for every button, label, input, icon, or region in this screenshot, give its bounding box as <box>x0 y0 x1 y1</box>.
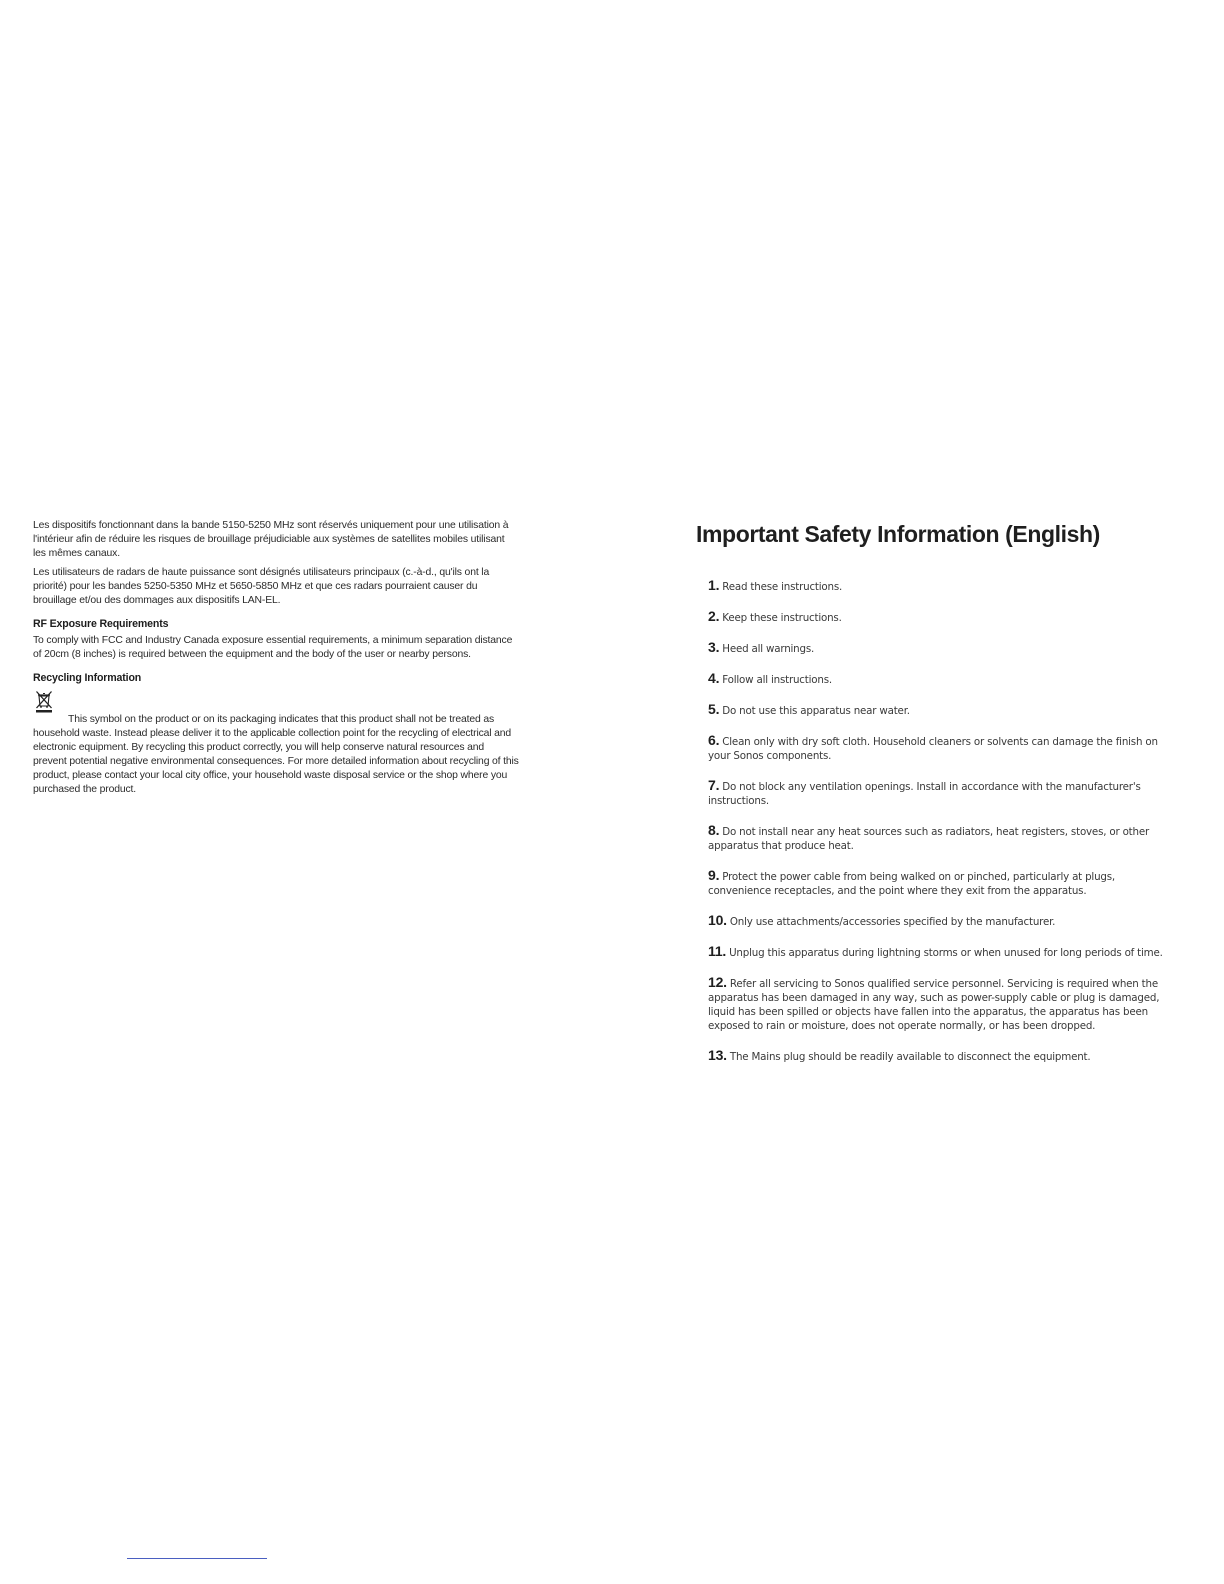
list-item <box>708 578 1176 594</box>
item-text: Follow all instructions. <box>722 674 832 686</box>
item-number: 11. <box>708 943 727 959</box>
list-item <box>708 702 1176 718</box>
item-number: 5. <box>708 701 720 717</box>
item-number: 7. <box>708 777 720 793</box>
safety-title: Important Safety Information (English) <box>696 521 1100 547</box>
list-item <box>708 609 1176 625</box>
item-text: Clean only with dry soft cloth. Household cleaners or solvents can damage the finish on your Sonos components. <box>708 736 1158 762</box>
item-number: 3. <box>708 639 720 655</box>
crossed-out-wheelie-bin-icon <box>34 689 54 713</box>
item-text: Protect the power cable from being walked on or pinched, particularly at plugs, convenience receptacles, and the point where they exit from the apparatus. <box>708 871 1115 897</box>
list-item <box>708 913 1176 929</box>
list-item <box>708 944 1176 960</box>
item-number: 10. <box>708 912 727 928</box>
item-number: 9. <box>708 867 720 883</box>
item-number: 4. <box>708 670 720 686</box>
rf-exposure-heading: RF Exposure Requirements <box>33 618 169 630</box>
french-radar-paragraph: Les utilisateurs de radars de haute puissance sont désignés utilisateurs principaux (c.-à-d., qu'ils ont la priorité) pour les bandes 5250-5350 MHz et 5650-5850 MHz et que ces radars pourraient causer du brouillage et/ou des dommages aux dispositifs LAN-EL. <box>33 567 490 606</box>
left-column <box>33 519 519 802</box>
item-text: Only use attachments/accessories specified by the manufacturer. <box>729 916 1056 928</box>
item-text: The Mains plug should be readily available to disconnect the equipment. <box>729 1051 1091 1063</box>
item-text: Do not install near any heat sources such as radiators, heat registers, stoves, or other apparatus that produce heat. <box>708 826 1150 852</box>
safety-list <box>696 578 1176 1064</box>
item-number: 2. <box>708 608 720 624</box>
item-text: Refer all servicing to Sonos qualified service personnel. Servicing is required when the apparatus has been damaged in any way, such as power-supply cable or plug is damaged, liquid has been spilled or objects have fallen into the apparatus, the apparatus has been exposed to rain or moisture, does not operate normally, or has been dropped. <box>708 978 1160 1032</box>
item-text: Keep these instructions. <box>722 612 842 624</box>
footer-rule <box>127 1558 267 1559</box>
item-text: Unplug this apparatus during lightning storms or when unused for long periods of time. <box>729 947 1163 959</box>
recycling-text: This symbol on the product or on its packaging indicates that this product shall not be treated as household waste. Instead please deliver it to the applicable collection point for the recycling of electrical and electronic equipment. By recycling this product correctly, you will help conserve natural resources and prevent potential negative environmental consequences. For more detailed information about recycling of this product, please contact your local city office, your household waste disposal service or the shop where you purchased the product. <box>33 714 519 795</box>
recycling-heading: Recycling Information <box>33 672 142 684</box>
item-number: 8. <box>708 822 720 838</box>
list-item <box>708 868 1176 898</box>
list-item <box>708 640 1176 656</box>
list-item <box>708 1048 1176 1064</box>
item-text: Do not use this apparatus near water. <box>722 705 910 717</box>
item-number: 1. <box>708 577 720 593</box>
item-number: 13. <box>708 1047 727 1063</box>
list-item <box>708 778 1176 808</box>
list-item <box>708 733 1176 763</box>
list-item <box>708 975 1176 1033</box>
item-number: 12. <box>708 974 727 990</box>
item-number: 6. <box>708 732 720 748</box>
list-item <box>708 823 1176 853</box>
right-column <box>696 517 1176 1079</box>
item-text: Read these instructions. <box>722 581 843 593</box>
item-text: Do not block any ventilation openings. Install in accordance with the manufacturer's instructions. <box>708 781 1141 807</box>
rf-exposure-text: To comply with FCC and Industry Canada exposure essential requirements, a minimum separation distance of 20cm (8 inches) is required between the equipment and the body of the user or nearby persons. <box>33 635 513 660</box>
french-band-paragraph: Les dispositifs fonctionnant dans la bande 5150-5250 MHz sont réservés uniquement pour une utilisation à l'intérieur afin de réduire les risques de brouillage préjudiciable aux systèmes de satellites mobiles utilisant les mêmes canaux. <box>33 520 509 559</box>
list-item <box>708 671 1176 687</box>
item-text: Heed all warnings. <box>722 643 815 655</box>
